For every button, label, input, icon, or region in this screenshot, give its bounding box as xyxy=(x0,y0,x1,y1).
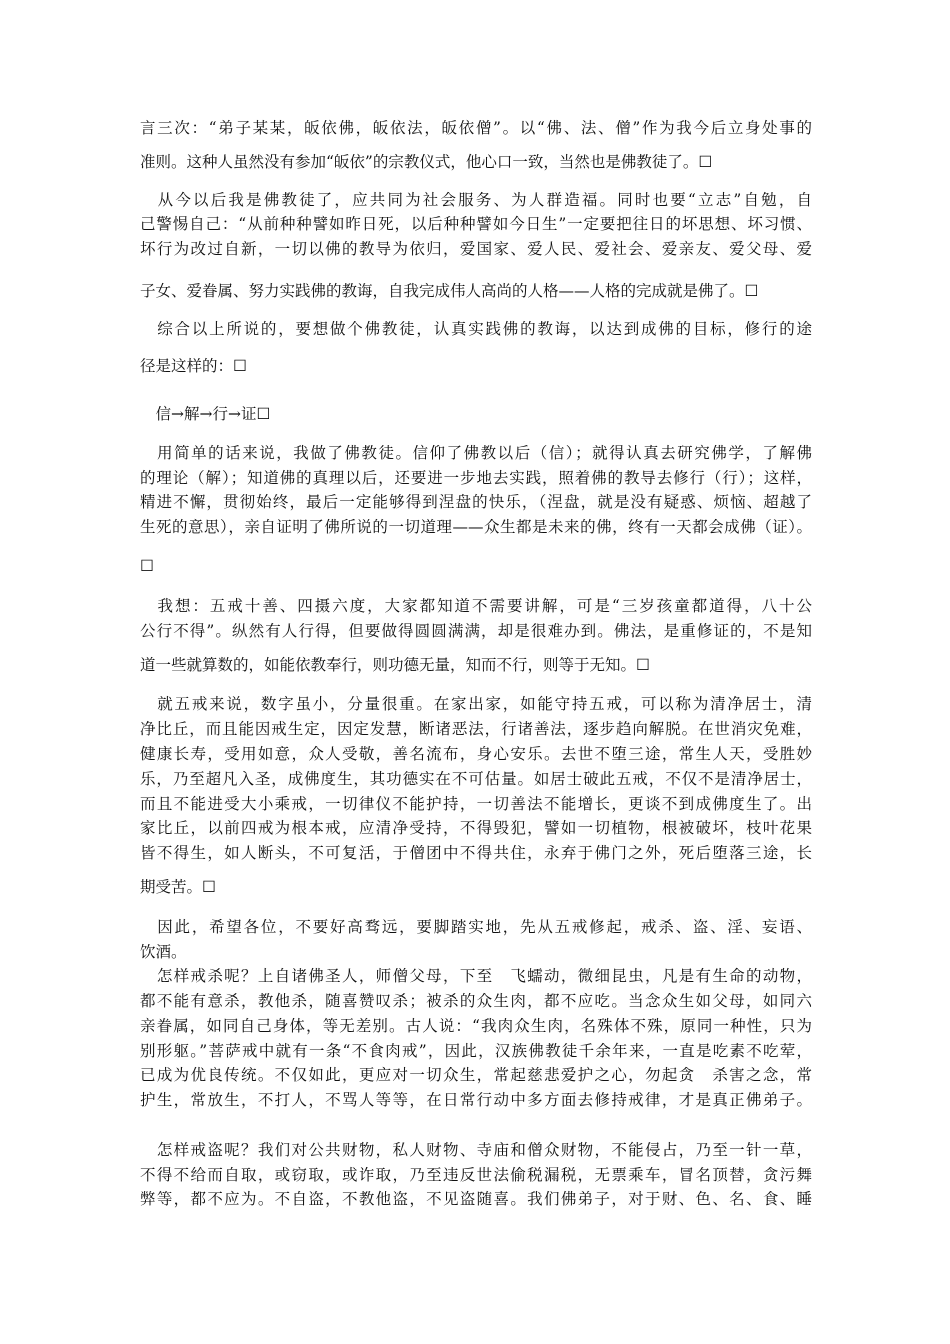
text-line: 怎样戒盗呢？我们对公共财物，私人财物、寺庙和僧众财物，不能侵占，乃至一针一草， xyxy=(140,1141,812,1159)
text-line: 已成为优良传统。不仅如此，更应对一切众生，常起慈悲爱护之心，勿起贪 杀害之念，常 xyxy=(140,1066,812,1084)
text-line: 我想：五戒十善、四摄六度，大家都知道不需要讲解，可是“三岁孩童都道得，八十公 xyxy=(140,597,812,615)
text-line: 而且不能进受大小乘戒，一切律仪不能护持，一切善法不能增长，更谈不到成佛度生了。出 xyxy=(140,795,812,813)
text-line: 言三次：“弟子某某，皈依佛，皈依法，皈依僧”。以“佛、法、僧”作为我今后立身处事的 xyxy=(140,119,812,137)
text-line: 因此，希望各位，不要好高骛远，要脚踏实地，先从五戒修起，戒杀、盗、淫、妄语、 xyxy=(140,918,812,936)
text-line: 乐，乃至超凡入圣，成佛度生，其功德实在不可估量。如居士破此五戒，不仅不是清净居士， xyxy=(140,770,812,788)
text-line: 护生，常放生，不打人，不骂人等等，在日常行动中多方面去修持戒律，才是真正佛弟子。 xyxy=(140,1091,812,1109)
text-line: 家比丘，以前四戒为根本戒，应清净受持，不得毁犯，譬如一切植物，根被破坏，枝叶花果 xyxy=(140,819,812,837)
text-line: 别形躯。”菩萨戒中就有一条“不食肉戒”，因此，汉族佛教徒千余年来，一直是吃素不吃荤， xyxy=(140,1042,812,1060)
text-line: 亲眷属，如同自己身体，等无差别。古人说：“我肉众生肉，名殊体不殊，原同一种性，只为 xyxy=(140,1017,812,1035)
text-line: 弊等，都不应为。不自盗，不教他盗，不见盗随喜。我们佛弟子，对于财、色、名、食、睡 xyxy=(140,1190,812,1208)
text-line: 的理论（解）；知道佛的真理以后，还要进一步地去实践，照着佛的教导去修行（行）；这样， xyxy=(140,469,812,487)
text-line: 皆不得生，如人断头，不可复活，于僧团中不得共住，永弃于佛门之外，死后堕落三途，长 xyxy=(140,844,812,862)
text-line: 准则。这种人虽然没有参加“皈依”的宗教仪式，他心口一致，当然也是佛教徒了。☐ xyxy=(140,153,713,171)
text-line: 健康长寿，受用如意，众人受敬，善名流布，身心安乐。去世不堕三途，常生人天，受胜妙 xyxy=(140,745,812,763)
text-line: 精进不懈，贯彻始终，最后一定能够得到涅盘的快乐，（涅盘，就是没有疑惑、烦恼、超越了 xyxy=(140,493,812,511)
text-line: 净比丘，而且能因戒生定，因定发慧，断诸恶法，行诸善法，逐步趋向解脱。在世消灾免难， xyxy=(140,720,812,738)
text-line: 期受苦。☐ xyxy=(140,878,216,896)
text-line xyxy=(140,1113,812,1137)
text-line: 综合以上所说的，要想做个佛教徒，认真实践佛的教诲，以达到成佛的目标，修行的途 xyxy=(140,320,812,338)
text-line: ☐ xyxy=(140,557,154,575)
text-line: 子女、爱眷属、努力实践佛的教诲，自我完成伟人高尚的人格——人格的完成就是佛了。☐ xyxy=(140,282,759,300)
text-line: 就五戒来说，数字虽小，分量很重。在家出家，如能守持五戒，可以称为清净居士，清 xyxy=(140,695,812,713)
text-line: 都不能有意杀，教他杀，随喜赞叹杀；被杀的众生肉，都不应吃。当念众生如父母，如同六 xyxy=(140,992,812,1010)
text-line: 信→解→行→证☐ xyxy=(140,405,271,423)
text-line: 坏行为改过自新，一切以佛的教导为依归，爱国家、爱人民、爱社会、爱亲友、爱父母、爱 xyxy=(140,240,812,258)
text-line: 从今以后我是佛教徒了，应共同为社会服务、为人群造福。同时也要“立志”自勉，自 xyxy=(140,191,812,209)
text-line: 公行不得”。纵然有人行得，但要做得圆圆满满，却是很难办到。佛法，是重修证的，不是知 xyxy=(140,622,812,640)
text-line: 用简单的话来说，我做了佛教徒。信仰了佛教以后（信）；就得认真去研究佛学，了解佛 xyxy=(140,444,812,462)
text-line: 径是这样的：☐ xyxy=(140,357,247,375)
text-line: 道一些就算数的，如能依教奉行，则功德无量，知而不行，则等于无知。☐ xyxy=(140,656,650,674)
text-line: 己警惕自己：“从前种种譬如昨日死，以后种种譬如今日生”一定要把往日的坏思想、坏习惯、 xyxy=(140,215,812,233)
text-line: 不得不给而自取，或窃取，或诈取，乃至违反世法偷税漏税，无票乘车，冒名顶替，贪污舞 xyxy=(140,1166,812,1184)
text-line: 饮酒。 xyxy=(140,943,187,961)
text-line: 怎样戒杀呢？上自诸佛圣人，师僧父母，下至 飞蠕动，微细昆虫，凡是有生命的动物， xyxy=(140,967,812,985)
text-line: 生死的意思），亲自证明了佛所说的一切道理——众生都是未来的佛，终有一天都会成佛（证）。 xyxy=(140,518,812,536)
